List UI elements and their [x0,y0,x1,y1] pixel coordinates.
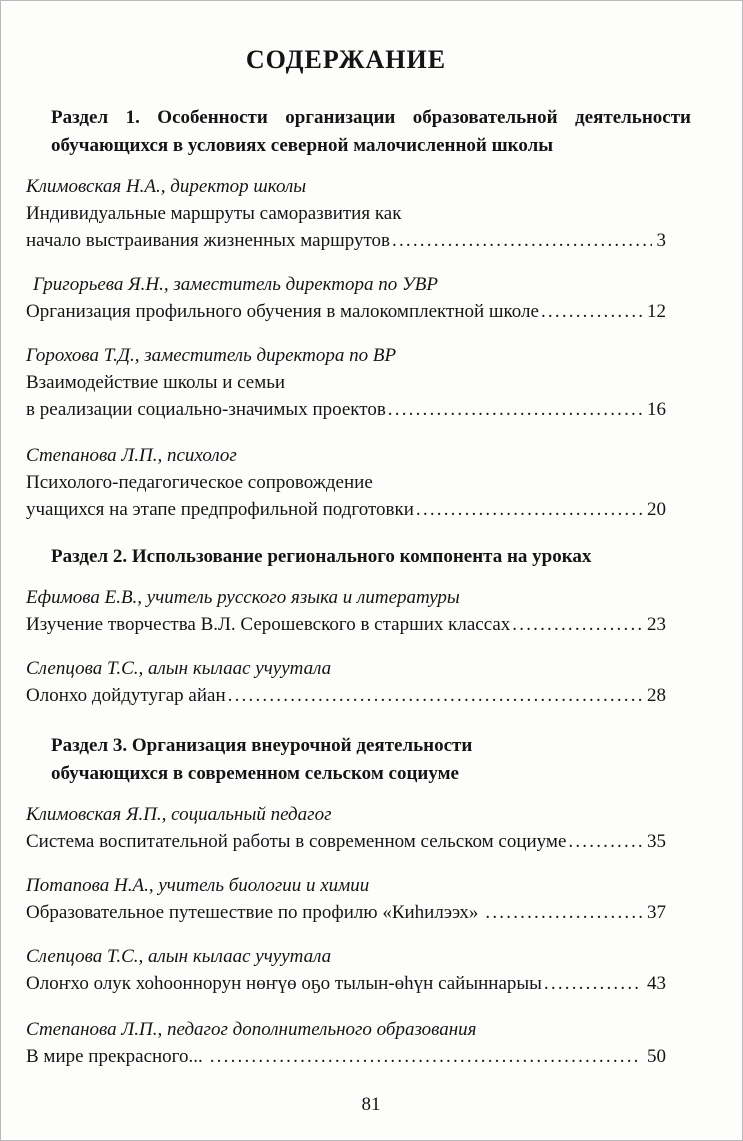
toc-entry [26,943,666,997]
entry-author: Степанова Л.П., психолог [26,445,237,466]
section-2-heading [51,543,691,571]
entry-author: Климовская Н.А., директор школы [26,176,307,197]
entry-title-row [26,298,666,325]
entry-title-line: Индивидуальные маршруты саморазвития как [26,203,402,224]
toc-entry [26,655,666,709]
entry-page-ref: 23 [647,614,666,635]
entry-page-ref: 20 [647,499,666,520]
entry-author: Климовская Я.П., социальный педагог [26,804,332,825]
entry-title-row [26,682,666,709]
entry-page-ref: 3 [656,230,666,251]
entry-title-row [26,496,666,523]
toc-entry [26,801,666,855]
entry-title-row [26,227,666,254]
entry-page-ref: 35 [647,831,666,852]
toc-entry [26,271,666,325]
entry-author: Ефимова Е.В., учитель русского языка и литературы [26,587,460,608]
toc-entry [26,173,666,254]
dot-leader [568,828,642,855]
entry-title-line: начало выстраивания жизненных маршрутов [26,230,390,251]
page-title: СОДЕРЖАНИЕ [245,45,447,74]
heading-line: обучающихся в современном сельском социуме [51,763,459,784]
dot-leader [388,396,642,423]
section-3-heading [51,732,691,788]
toc-entry [26,342,666,423]
entry-title-line: учащихся на этапе предпрофильной подготовки [26,499,414,520]
entry-title-row [26,899,666,926]
entry-title-line: Образовательное путешествие по профилю «Киһилээх» [26,902,479,923]
entry-title-line: Изучение творчества В.Л. Серошевского в старших классах [26,614,511,635]
entry-title-row [26,828,666,855]
dot-leader [416,496,642,523]
entry-title-line: в реализации социально-значимых проектов [26,399,386,420]
heading-line: Раздел 1. Особенности организации образовательной деятельности [51,107,691,128]
entry-author: Слепцова Т.С., алын кылаас учуутала [26,946,332,967]
entry-title-line: В мире прекрасного... [26,1046,203,1067]
entry-title-row [26,1043,666,1070]
toc-entry [26,584,666,638]
section-1-heading [51,104,691,160]
entry-title-line: Организация профильного обучения в малокомплектной школе [26,301,539,322]
toc-entry [26,442,666,523]
toc-content [1,1,742,1118]
dot-leader [228,682,642,709]
entry-title-line: Система воспитательной работы в современном сельском социуме [26,831,567,852]
entry-author: Степанова Л.П., педагог дополнительного образования [26,1019,477,1040]
entry-title-line: Олоҥхо олук хоһооннорун нөҥүө оҕо тылын-өһүн сайыннарыы [26,973,542,994]
dot-leader [392,227,652,254]
entry-title-line: Взаимодействие школы и семьи [26,372,286,393]
dot-leader [512,611,642,638]
entry-title-row [26,970,666,997]
heading-line: Раздел 3. Организация внеурочной деятельности [51,735,473,756]
dot-leader [210,1043,642,1070]
entry-title-row [26,611,666,638]
heading-line: обучающихся в условиях северной малочисленной школы [51,135,554,156]
entry-page-ref: 12 [647,301,666,322]
entry-author: Горохова Т.Д., заместитель директора по ВР [26,345,397,366]
entry-page-ref: 43 [647,973,666,994]
entry-title-line: Олонхо дойдутугар айан [26,685,226,706]
entry-page-ref: 37 [647,902,666,923]
toc-entry [26,1016,666,1070]
dot-leader [544,970,642,997]
entry-author: Потапова Н.А., учитель биологии и химии [26,875,370,896]
entry-page-ref: 16 [647,399,666,420]
entry-page-ref: 50 [647,1046,666,1067]
entry-author: Слепцова Т.С., алын кылаас учуутала [26,658,332,679]
entry-title-line: Психолого-педагогическое сопровождение [26,472,373,493]
dot-leader [485,899,642,926]
page-number-footer: 81 [361,1094,381,1115]
heading-line: Раздел 2. Использование регионального компонента на уроках [51,546,592,567]
entry-page-ref: 28 [647,685,666,706]
toc-entry [26,872,666,926]
entry-title-row [26,396,666,423]
entry-author: Григорьева Я.Н., заместитель директора по УВР [33,274,438,295]
dot-leader [541,298,642,325]
